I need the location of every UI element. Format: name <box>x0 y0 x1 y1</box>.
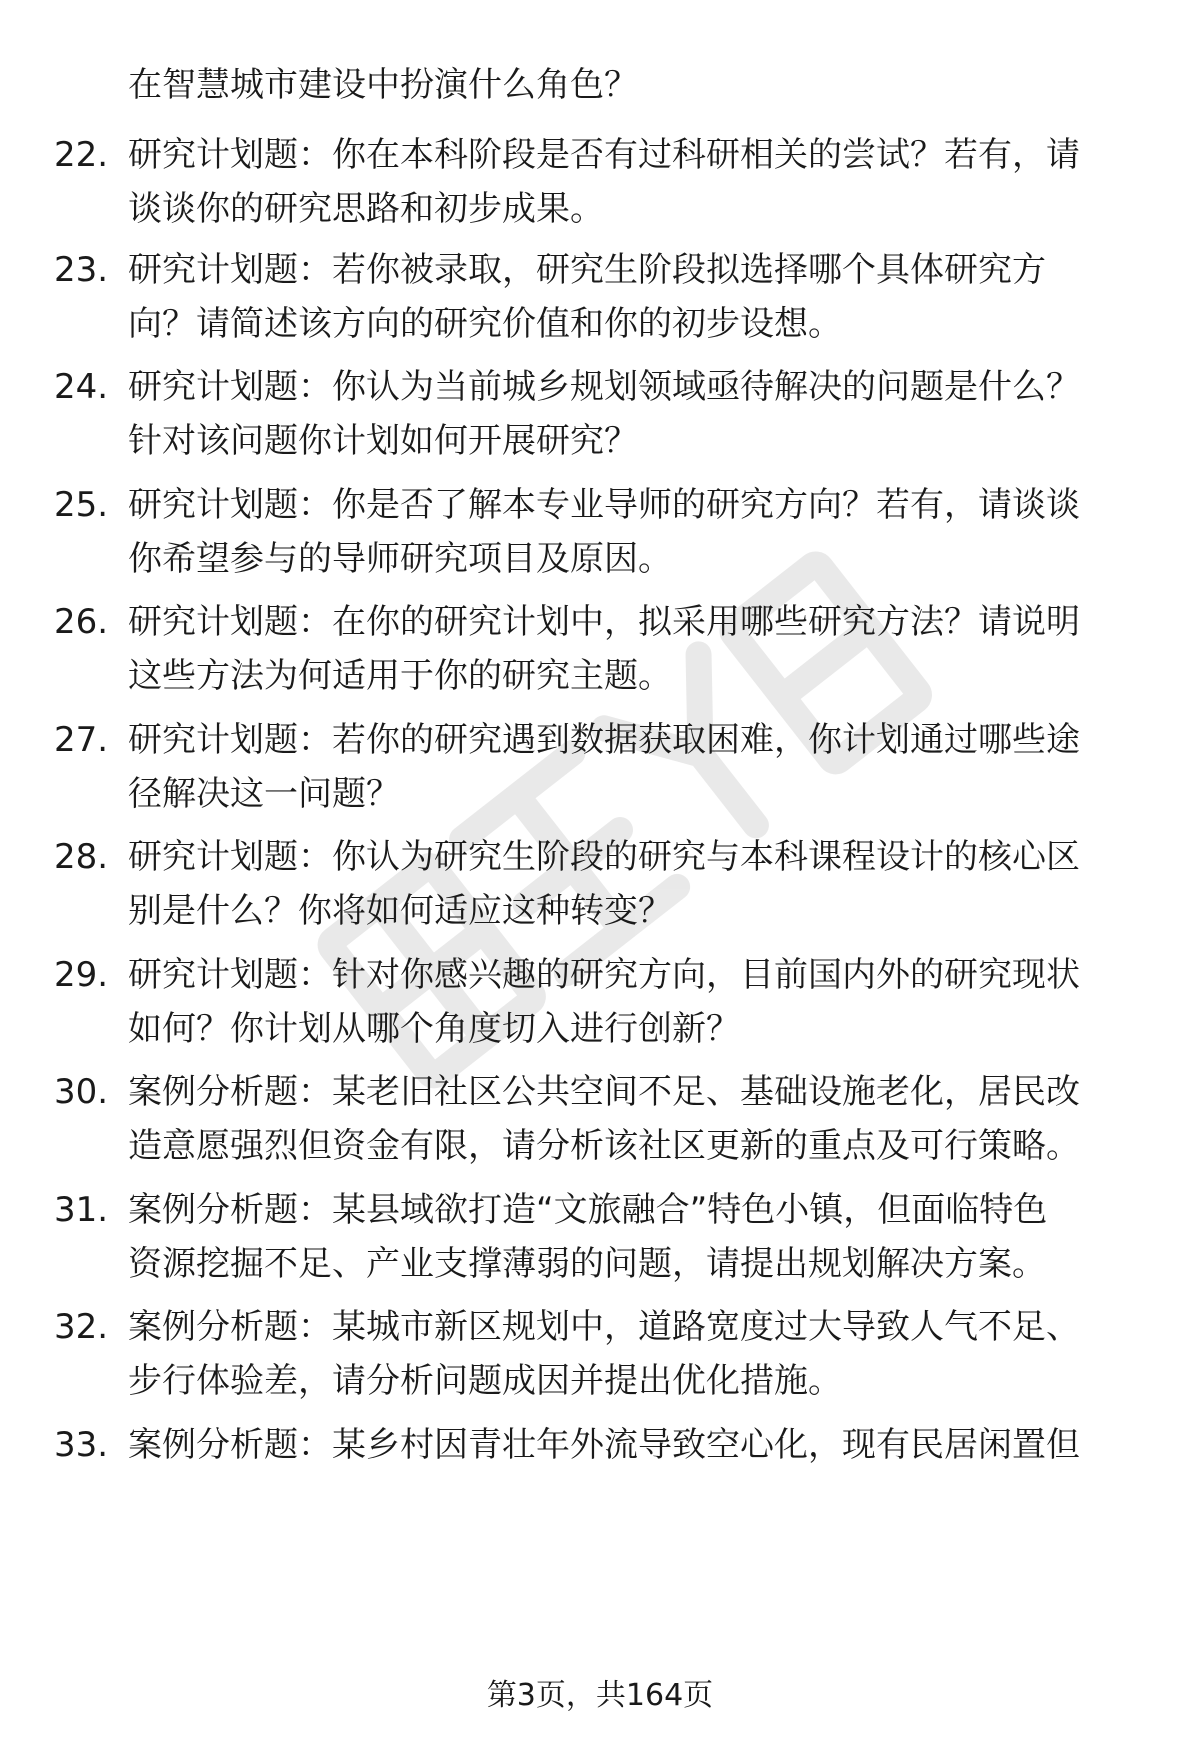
item-text <box>128 1065 1138 1173</box>
item-number: 33. <box>54 1425 109 1465</box>
item-number: 29. <box>54 955 109 995</box>
list-item <box>0 1183 1200 1293</box>
item-line: 造意愿强烈但资金有限，请分析该社区更新的重点及可行策略。 <box>128 1126 1080 1166</box>
item-number: 26. <box>54 602 109 642</box>
item-line: 研究计划题：在你的研究计划中，拟采用哪些研究方法？请说明 <box>128 602 1080 642</box>
item-number: 24. <box>54 367 109 407</box>
item-number: 28. <box>54 837 109 877</box>
item-text <box>128 1183 1138 1291</box>
item-line: 研究计划题：若你的研究遇到数据获取困难，你计划通过哪些途 <box>128 720 1080 760</box>
item-text <box>128 948 1138 1056</box>
page-footer: 第3页，共164页 <box>486 1678 714 1713</box>
continuation-text: 在智慧城市建设中扮演什么角色？ <box>128 65 638 105</box>
item-text <box>128 1300 1138 1408</box>
list-item <box>0 360 1200 470</box>
item-line: 研究计划题：你认为当前城乡规划领域亟待解决的问题是什么？ <box>128 367 1080 407</box>
item-text <box>128 478 1138 586</box>
item-line: 研究计划题：你是否了解本专业导师的研究方向？若有，请谈谈 <box>128 485 1080 525</box>
item-number: 27. <box>54 720 109 760</box>
item-line: 别是什么？你将如何适应这种转变？ <box>128 891 672 931</box>
item-text <box>128 595 1138 703</box>
item-text <box>128 243 1138 351</box>
list-item <box>0 478 1200 588</box>
item-line: 你希望参与的导师研究项目及原因。 <box>128 539 672 579</box>
item-text <box>128 1418 1138 1472</box>
list-item <box>0 1300 1200 1410</box>
list-item <box>0 595 1200 705</box>
item-line: 研究计划题：你认为研究生阶段的研究与本科课程设计的核心区 <box>128 837 1080 877</box>
item-line: 资源挖掘不足、产业支撑薄弱的问题，请提出规划解决方案。 <box>128 1244 1046 1284</box>
item-line: 研究计划题：针对你感兴趣的研究方向，目前国内外的研究现状 <box>128 955 1080 995</box>
item-line: 案例分析题：某县域欲打造“文旅融合”特色小镇，但面临特色 <box>128 1190 1048 1230</box>
list-item <box>0 128 1200 238</box>
item-number: 22. <box>54 135 109 175</box>
item-line: 案例分析题：某城市新区规划中，道路宽度过大导致人气不足、 <box>128 1307 1080 1347</box>
item-line: 这些方法为何适用于你的研究主题。 <box>128 656 672 696</box>
list-item <box>0 948 1200 1058</box>
list-item <box>0 830 1200 940</box>
item-text <box>128 830 1138 938</box>
list-item <box>0 1418 1200 1528</box>
item-line: 针对该问题你计划如何开展研究？ <box>128 421 638 461</box>
item-text <box>128 128 1138 236</box>
item-line: 径解决这一问题？ <box>128 774 400 814</box>
item-line: 研究计划题：若你被录取，研究生阶段拟选择哪个具体研究方 <box>128 250 1046 290</box>
item-line: 谈谈你的研究思路和初步成果。 <box>128 189 604 229</box>
item-text <box>128 360 1138 468</box>
list-item <box>0 713 1200 823</box>
item-line: 研究计划题：你在本科阶段是否有过科研相关的尝试？若有，请 <box>128 135 1080 175</box>
list-item <box>0 243 1200 353</box>
item-number: 31. <box>54 1190 109 1230</box>
item-text <box>128 713 1138 821</box>
item-number: 30. <box>54 1072 109 1112</box>
item-number: 23. <box>54 250 109 290</box>
list-item <box>0 1065 1200 1175</box>
item-line: 步行体验差，请分析问题成因并提出优化措施。 <box>128 1361 842 1401</box>
item-line: 案例分析题：某老旧社区公共空间不足、基础设施老化，居民改 <box>128 1072 1080 1112</box>
item-line: 如何？你计划从哪个角度切入进行创新？ <box>128 1009 740 1049</box>
item-number: 25. <box>54 485 109 525</box>
item-number: 32. <box>54 1307 109 1347</box>
item-line: 向？请简述该方向的研究价值和你的初步设想。 <box>128 304 842 344</box>
item-line: 案例分析题：某乡村因青壮年外流导致空心化，现有民居闲置但 <box>128 1425 1080 1465</box>
